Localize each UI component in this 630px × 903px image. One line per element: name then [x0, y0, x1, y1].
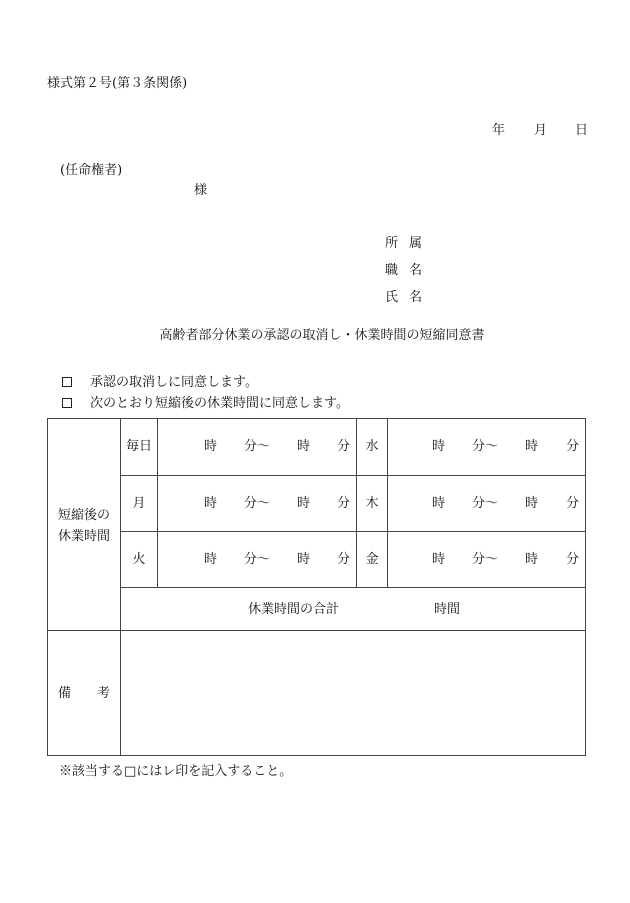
day-column-divider [387, 418, 388, 587]
row-divider [120, 587, 586, 588]
unit-minute: 分 [472, 439, 486, 454]
honorific-label: 様 [194, 183, 208, 198]
day-column-divider [157, 418, 158, 587]
remarks-area [121, 631, 585, 755]
row-header-line2: 休業時間 [57, 529, 111, 544]
unit-hour: 時 [432, 496, 446, 511]
unit-hour: 時 [432, 552, 446, 567]
tilde: 〜 [257, 552, 271, 567]
date-month-label: 月 [534, 123, 548, 138]
day-label-fri: 金 [365, 552, 379, 567]
row-header-line1: 短縮後の [57, 508, 111, 523]
position-label: 職名 [385, 263, 434, 278]
footnote: ※該当する□にはレ印を記入すること。 [59, 764, 293, 779]
unit-minute: 分 [566, 439, 580, 454]
unit-hour: 時 [204, 552, 218, 567]
appointer-label: (任命権者) [60, 163, 123, 178]
tilde: 〜 [257, 439, 271, 454]
unit-minute: 分 [337, 496, 351, 511]
day-column-divider [356, 418, 357, 587]
tilde: 〜 [485, 439, 499, 454]
unit-minute: 分 [472, 496, 486, 511]
unit-minute: 分 [244, 439, 258, 454]
day-label-mon: 月 [132, 496, 146, 511]
remarks-label-1: 備 [58, 686, 72, 701]
unit-minute: 分 [566, 552, 580, 567]
unit-hour: 時 [525, 439, 539, 454]
document-title: 高齢者部分休業の承認の取消し・休業時間の短縮同意書 [159, 328, 485, 343]
row-divider [120, 475, 586, 476]
day-label-thu: 木 [365, 496, 379, 511]
unit-minute: 分 [244, 496, 258, 511]
checkbox-shorten [62, 398, 72, 408]
unit-hour: 時 [525, 552, 539, 567]
day-label-tue: 火 [132, 552, 146, 567]
checkbox-revoke [62, 377, 72, 387]
unit-minute: 分 [472, 552, 486, 567]
tilde: 〜 [485, 552, 499, 567]
unit-minute: 分 [337, 552, 351, 567]
unit-hour: 時 [432, 439, 446, 454]
day-label-everyday: 毎日 [125, 439, 153, 454]
unit-hour: 時 [297, 496, 311, 511]
unit-minute: 分 [566, 496, 580, 511]
date-day-label: 日 [575, 123, 589, 138]
option-shorten-label: 次のとおり短縮後の休業時間に同意します。 [90, 396, 349, 411]
unit-hour: 時 [204, 496, 218, 511]
tilde: 〜 [257, 496, 271, 511]
affiliation-label: 所属 [385, 236, 434, 251]
name-label: 氏名 [385, 290, 434, 305]
option-revoke-label: 承認の取消しに同意します。 [90, 375, 258, 390]
tilde: 〜 [485, 496, 499, 511]
unit-minute: 分 [337, 439, 351, 454]
unit-hour: 時 [204, 439, 218, 454]
unit-hour: 時 [525, 496, 539, 511]
unit-hour: 時 [297, 552, 311, 567]
row-divider [120, 531, 586, 532]
day-label-wed: 水 [365, 439, 379, 454]
total-hours-label: 休業時間の合計 [248, 602, 340, 617]
form-number: 様式第２号(第３条関係) [47, 76, 188, 91]
date-year-label: 年 [492, 123, 506, 138]
total-hours-unit: 時間 [434, 602, 461, 617]
unit-hour: 時 [297, 439, 311, 454]
remarks-label-2: 考 [97, 686, 111, 701]
unit-minute: 分 [244, 552, 258, 567]
